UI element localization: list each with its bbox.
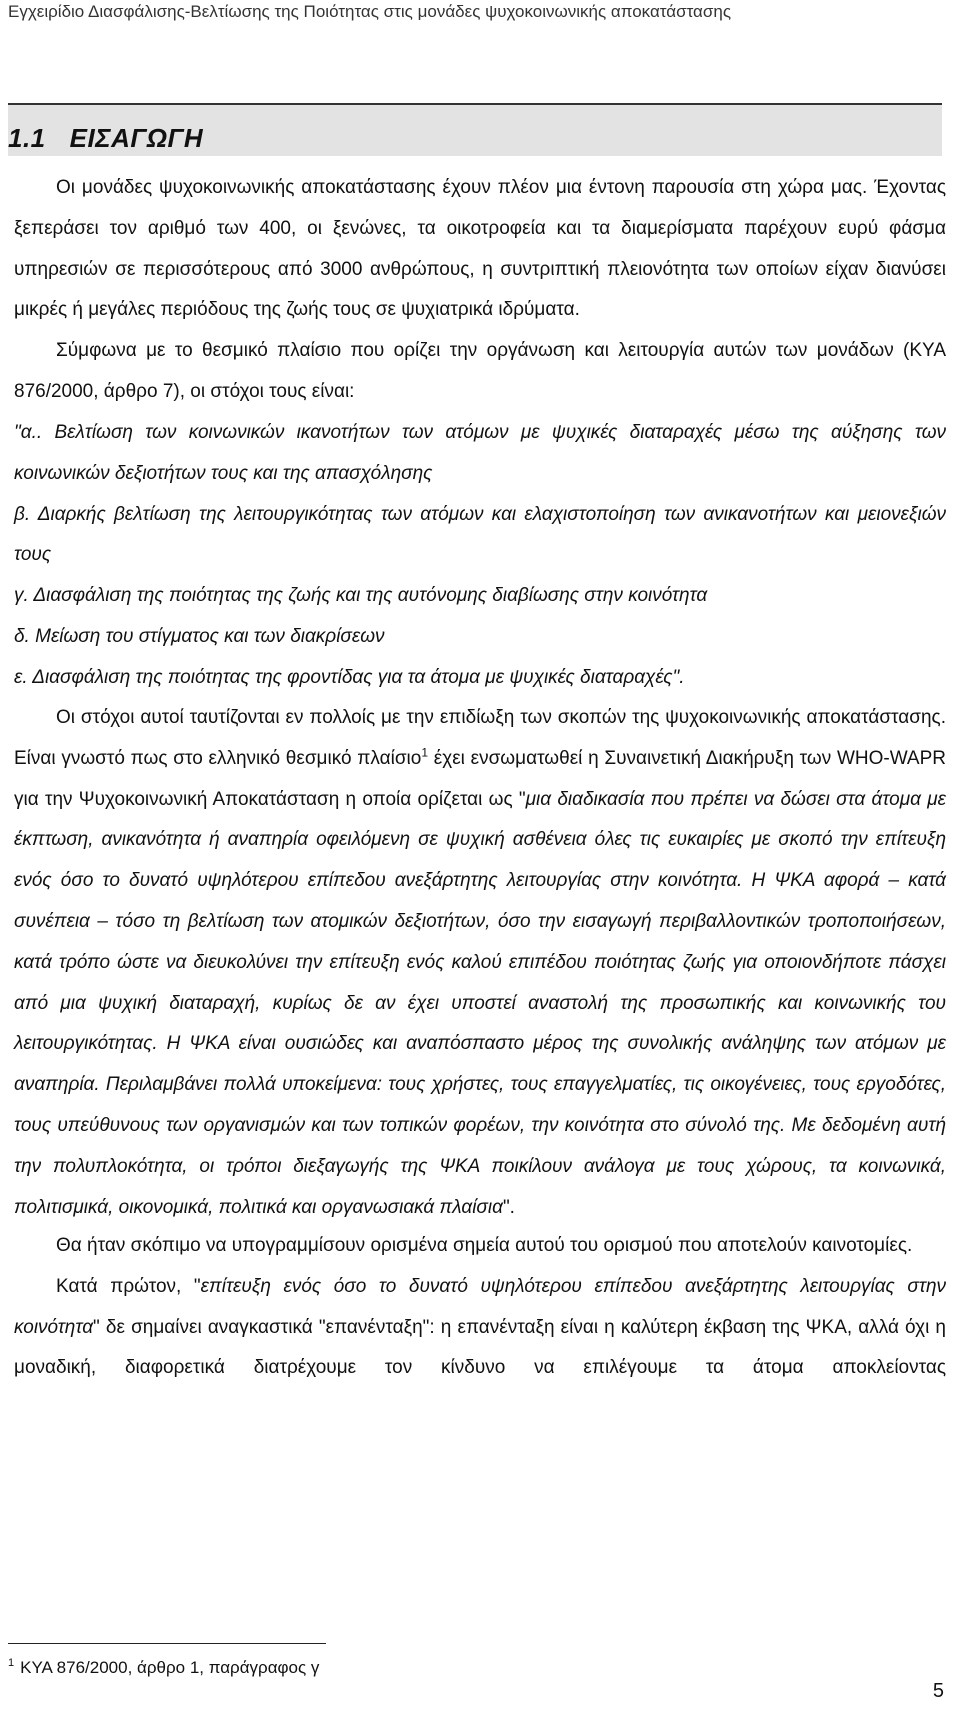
innovations-paragraph-1: Θα ήταν σκόπιμο να υπογραμμίσουν ορισμένα σημεία αυτού του ορισμού που αποτελούν καινοτομίες. — [56, 1235, 913, 1256]
innovations-block — [14, 1226, 946, 1389]
footnote-reference[interactable]: 1 — [421, 745, 429, 760]
definition-mid: έχει ενσωματωθεί η Συναινετική Διακήρυξη των WHO-WAPR για την Ψυχοκοινωνική Αποκατάσταση η οποία ορίζεται ως " — [14, 747, 947, 810]
definition-lead: Οι στόχοι αυτοί ταυτίζονται εν πολλοίς με την επιδίωξη των σκοπών της ψυχοκοινωνικής αποκατάστασης. Είναι γνωστό πως στο ελληνικό θεσμικό πλαίσιο — [14, 707, 946, 769]
definition-block — [14, 698, 946, 1228]
innovations-paragraph-2 — [14, 1267, 946, 1389]
intro-block — [14, 168, 946, 413]
goals-list — [14, 413, 946, 699]
footnote-text: ΚΥΑ 876/2000, άρθρο 1, παράγραφος γ — [20, 1658, 320, 1677]
goal-item-c: γ. Διασφάλιση της ποιότητας της ζωής και της αυτόνομης διαβίωσης στην κοινότητα — [14, 585, 708, 607]
goal-item-a: "α.. Βελτίωση των κοινωνικών ικανοτήτων των ατόμων με ψυχικές διαταραχές μέσω της αύξησης των κοινωνικών δεξιοτήτων τους και της απασχόλησης — [14, 422, 946, 484]
innovations-lead: Κατά πρώτον, " — [56, 1275, 201, 1297]
running-header: Εγχειρίδιο Διασφάλισης-Βελτίωσης της Ποιότητας στις μονάδες ψυχοκοινωνικής αποκατάστασης — [8, 2, 732, 21]
goal-item-e: ε. Διασφάλιση της ποιότητας της φροντίδας για τα άτομα με ψυχικές διαταραχές". — [14, 666, 685, 688]
goal-item-b: β. Διαρκής βελτίωση της λειτουργικότητας των ατόμων και ελαχιστοποίηση των ανικανοτήτων και μειονεξιών τους — [14, 503, 946, 566]
definition-quote: μια διαδικασία που πρέπει να δώσει στα άτομα με έκπτωση, ανικανότητα ή αναπηρία οφειλόμενη σε ψυχική ασθένεια όλες τις ευκαιρίες με σκοπό την επίτευξη ενός όσο το δυνατό υψηλότερου επίπεδου ανεξάρτητης λειτουργίας στην κοινότητα. Η ΨΚΑ αφορά – κατά συνέπεια – τόσο τη βελτίωση των ατομικών δεξιοτήτων, όσο την εισαγωγή περιβαλλοντικών τροποποιήσεων, κατά τρόπο ώστε να διευκολύνει την επίτευξη ενός καλού επιπέδου ποιότητας ζωής για οποιονδήποτε πάσχει από μια ψυχική διαταραχή, κυρίως δε αν έχει υποστεί αναστολή της προσωπικής και κοινωνικής του λειτουργικότητας. Η ΨΚΑ είναι ουσιώδες και αναπόσπαστο μέρος της συνολικής ανάληψης των ατόμων με αναπηρία. Περιλαμβάνει πολλά υποκείμενα: τους χρήστες, τους επαγγελματίες, τις οικογένειες, τους εργοδότες, τους υπεύθυνους των οργανισμών και των τοπικών φορέων, την κοινότητα στο σύνολό της. Με δεδομένη αυτή την πολυπλοκότητα, οι τρόποι διεξαγωγής της ΨΚΑ ποικίλουν ανάλογα με τους χώρους, τα κοινωνικά, πολιτισμικά, οικονομικά, πολιτικά και οργανωσιακά πλαίσια — [14, 788, 946, 1218]
definition-tail: ". — [502, 1196, 515, 1218]
page-number: 5 — [932, 1680, 944, 1702]
section-number: 1.1 — [8, 123, 46, 153]
intro-paragraph-2: Σύμφωνα με το θεσμικό πλαίσιο που ορίζει την οργάνωση και λειτουργία αυτών των μονάδων (ΚΥΑ 876/2000, άρθρο 7), οι στόχοι τους είναι: — [14, 340, 946, 402]
section-title: ΕΙΣΑΓΩΓΗ — [69, 123, 204, 153]
definition-paragraph — [14, 698, 946, 1228]
footnote — [8, 1658, 319, 1678]
section-heading — [8, 103, 942, 156]
footnote-separator — [8, 1643, 326, 1644]
innovations-tail: " δε σημαίνει αναγκαστικά "επανένταξη": η επανένταξη είναι η καλύτερη έκβαση της ΨΚΑ, αλλά όχι η μοναδική, διαφορετικά διατρέχουμε τον κίνδυνο να επιλέγουμε τα άτομα αποκλείοντας — [14, 1316, 946, 1379]
innovations-quote: επίτευξη ενός όσο το δυνατό υψηλότερου επίπεδου ανεξάρτητης λειτουργίας στην κοινότητα — [14, 1275, 946, 1338]
intro-paragraph-1: Οι μονάδες ψυχοκοινωνικής αποκατάστασης έχουν πλέον μια έντονη παρουσία στη χώρα μας. Έχοντας ξεπεράσει τον αριθμό των 400, οι ξενώνες, τα οικοτροφεία και τα διαμερίσματα παρέχουν ευρύ φάσμα υπηρεσιών σε περισσότερους από 3000 ανθρώπους, η συντριπτική πλειονότητα των οποίων είχαν διανύσει μικρές ή μεγάλες περιόδους της ζωής τους σε ψυχιατρικά ιδρύματα. — [14, 177, 946, 321]
footnote-marker: 1 — [8, 1657, 15, 1670]
goal-item-d: δ. Μείωση του στίγματος και των διακρίσεων — [14, 625, 385, 647]
